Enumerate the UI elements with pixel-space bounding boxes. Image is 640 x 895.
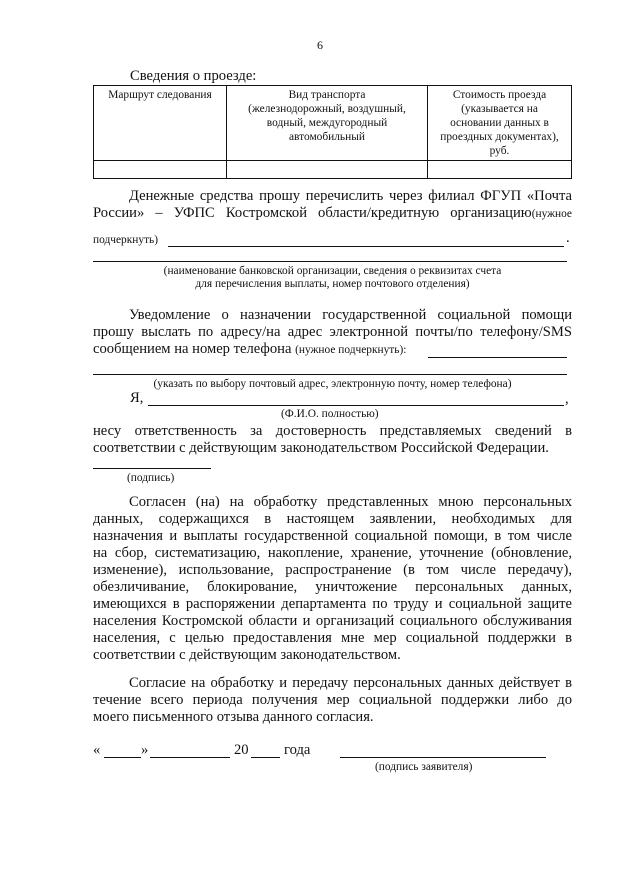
date-open-quote: «	[93, 742, 101, 758]
bank-caption: для перечисления выплаты, номер почтового отделения)	[195, 278, 470, 290]
contact-caption: (указать по выбору почтовый адрес, электронную почту, номер телефона)	[153, 378, 512, 390]
table-row	[94, 161, 572, 179]
column-text: руб.	[489, 145, 510, 157]
column-cost	[428, 86, 572, 161]
period-mark: .	[566, 230, 570, 246]
validity-line: моего письменного отзыва данного согласия.	[93, 709, 374, 725]
consent-line: населения Костромской области и организаций социального обслуживания	[93, 613, 572, 629]
declaration-line: несу ответственность за достоверность представляемых сведений в	[93, 423, 572, 439]
year-label: года	[284, 742, 311, 758]
consent-line: населения, с целью предоставления мне мер социальной поддержки в	[93, 630, 572, 646]
validity-line: Согласие на обработку и передачу персональных данных действует в	[129, 675, 572, 691]
travel-heading: Сведения о проезде:	[130, 68, 257, 84]
column-text: (указывается на	[461, 103, 538, 115]
applicant-signature-caption: (подпись заявителя)	[375, 761, 473, 773]
notification-line: прошу выслать по адресу/на адрес электронной почты/по телефону/SMS	[93, 324, 572, 340]
consent-line: Согласен (на) на обработку представленных мною персональных	[129, 494, 572, 510]
consent-paragraph	[93, 494, 572, 664]
phone-field[interactable]	[428, 357, 567, 358]
column-text: Маршрут следования	[108, 89, 212, 101]
payment-paragraph	[93, 188, 572, 222]
bank-caption: (наименование банковской организации, сведения о реквизитах счета	[163, 265, 502, 277]
payment-note-end: подчеркнуть)	[93, 234, 159, 246]
column-text: Стоимость проезда	[452, 89, 547, 101]
consent-line: назначения и выплаты государственной социальной помощи, в том числе	[93, 528, 572, 544]
consent-validity-paragraph	[93, 675, 572, 726]
payment-line-text: России» – УФПС Костромской области/кредитную организацию	[93, 205, 532, 221]
notification-line	[93, 341, 406, 358]
declaration-paragraph	[93, 423, 572, 457]
payment-line: Денежные средства прошу перечислить через филиал ФГУП «Почта	[129, 188, 572, 204]
consent-line: имеющихся в распоряжении департамента по труду и социальной защите	[93, 596, 572, 612]
column-text: (железнодорожный, воздушный,	[248, 103, 406, 115]
notification-note: (нужное подчеркнуть):	[295, 344, 407, 356]
column-text: автомобильный	[289, 131, 365, 143]
consent-line: обезличивание, блокирование, уничтожение персональных данных,	[93, 579, 572, 595]
bank-field[interactable]	[168, 246, 564, 247]
validity-line: течение всего периода получения мер социальной поддержки либо до	[93, 692, 572, 708]
column-route	[94, 86, 227, 161]
consent-line: данных, содержащихся в настоящем заявлении, необходимых для	[93, 511, 572, 527]
column-text: проездных документах),	[440, 131, 559, 143]
travel-table	[93, 85, 572, 179]
bank-field-line2[interactable]	[93, 261, 567, 262]
day-field[interactable]	[104, 757, 141, 758]
month-field[interactable]	[150, 757, 230, 758]
fio-caption: (Ф.И.О. полностью)	[281, 408, 379, 420]
ya-label: Я,	[130, 390, 144, 406]
table-header-row	[94, 86, 572, 161]
signature-field[interactable]	[93, 468, 211, 469]
fio-field[interactable]	[148, 405, 564, 406]
notification-line-text: сообщением на номер телефона	[93, 341, 292, 357]
year-prefix: 20	[234, 742, 249, 758]
cell-route[interactable]	[94, 161, 227, 179]
page-number: 6	[317, 38, 323, 52]
date-close-quote: »	[141, 742, 149, 758]
notification-line: Уведомление о назначении государственной социальной помощи	[129, 307, 572, 323]
signature-caption: (подпись)	[127, 472, 175, 484]
year-field[interactable]	[251, 757, 280, 758]
column-transport	[227, 86, 428, 161]
cell-cost[interactable]	[428, 161, 572, 179]
column-text: Вид транспорта	[288, 89, 366, 101]
contact-field[interactable]	[93, 374, 567, 375]
notification-paragraph	[93, 307, 572, 341]
consent-line: изменение), использование, распространение (в том числе передачу),	[93, 562, 572, 578]
declaration-line: соответствии с действующим законодательством Российской Федерации.	[93, 440, 549, 456]
cell-transport[interactable]	[227, 161, 428, 179]
column-text: водный, междугородный	[266, 117, 388, 129]
payment-line	[93, 205, 572, 222]
applicant-signature-field[interactable]	[340, 757, 546, 758]
consent-line: соответствии с действующим законодательством.	[93, 647, 401, 663]
column-text: основании данных в	[450, 117, 549, 129]
payment-note: (нужное	[531, 208, 572, 220]
comma-mark: ,	[565, 391, 569, 407]
consent-line: на сбор, систематизацию, накопление, хранение, уточнение (обновление,	[93, 545, 572, 561]
